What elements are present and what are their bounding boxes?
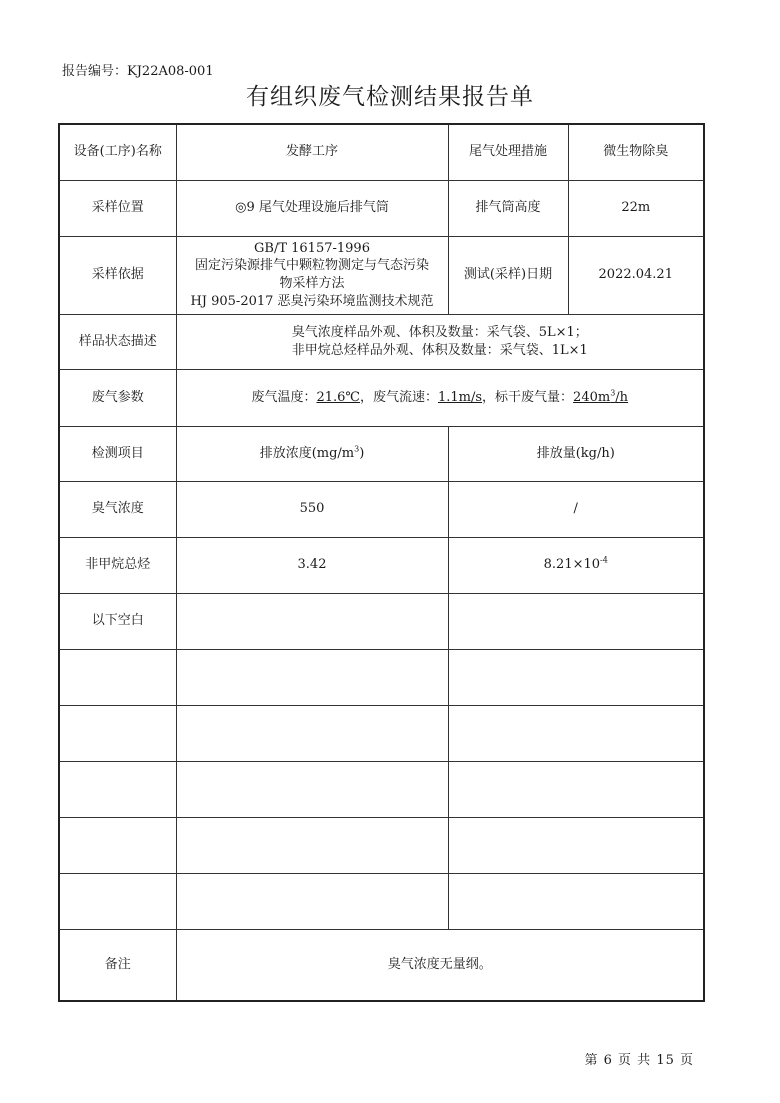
report-number: 报告编号：KJ22A08-001 — [62, 64, 214, 79]
equipment-value: 发酵工序 — [176, 124, 448, 180]
result-concentration: 550 — [176, 481, 448, 537]
result-item: 以下空白 — [59, 593, 176, 649]
sample-state-line: 非甲烷总烃样品外观、体积及数量：采气袋、1L×1 — [291, 342, 588, 358]
result-item: 非甲烷总烃 — [59, 537, 176, 593]
blank-row — [59, 817, 704, 873]
basis-line: HJ 905-2017 恶臭污染环境监测技术规范 — [190, 293, 434, 309]
header-concentration: 排放浓度$(mg/m^3)$ — [176, 426, 448, 481]
params-value — [176, 369, 704, 426]
params-label: 废气参数 — [59, 369, 176, 426]
result-row — [59, 481, 704, 537]
result-rate: $8.21\times 10^{-4}$ — [448, 537, 704, 593]
stack-height-value: 22m — [568, 180, 704, 236]
row-equipment — [59, 124, 704, 180]
basis-value — [176, 236, 448, 314]
header-item: 检测项目 — [59, 426, 176, 481]
date-label: 测试(采样)日期 — [448, 236, 568, 314]
report-table — [58, 123, 705, 1002]
blank-row — [59, 873, 704, 929]
remarks-value: 臭气浓度无量纲。 — [176, 929, 704, 1001]
date-value: 2022.04.21 — [568, 236, 704, 314]
treatment-label: 尾气处理措施 — [448, 124, 568, 180]
temp-value: 21.6℃ — [316, 389, 360, 405]
blank-row — [59, 761, 704, 817]
page-number: 第 6 页 共 15 页 — [584, 1053, 694, 1068]
vol-value: $240m^3/h$ — [573, 388, 629, 405]
basis-label: 采样依据 — [59, 236, 176, 314]
location-value: ◎9 尾气处理设施后排气筒 — [176, 180, 448, 236]
row-params — [59, 369, 704, 426]
sample-state-label: 样品状态描述 — [59, 314, 176, 369]
result-item: 臭气浓度 — [59, 481, 176, 537]
basis-line: 物采样方法 — [279, 276, 345, 291]
blank-row — [59, 705, 704, 761]
vol-prefix: ，标干废气量： — [482, 389, 574, 405]
sample-state-value — [176, 314, 704, 369]
result-rate: / — [448, 481, 704, 537]
result-concentration — [176, 593, 448, 649]
remarks-label: 备注 — [59, 929, 176, 1001]
basis-line: 固定污染源排气中颗粒物测定与气态污染 — [194, 258, 429, 274]
treatment-value: 微生物除臭 — [568, 124, 704, 180]
result-concentration: 3.42 — [176, 537, 448, 593]
sample-state-line: 臭气浓度样品外观、体积及数量：采气袋、5L×1； — [291, 324, 588, 340]
result-rate — [448, 593, 704, 649]
equipment-label: 设备(工序)名称 — [59, 124, 176, 180]
row-remarks — [59, 929, 704, 1001]
result-row — [59, 537, 704, 593]
location-label: 采样位置 — [59, 180, 176, 236]
report-title: 有组织废气检测结果报告单 — [246, 84, 534, 110]
flow-prefix: ，废气流速： — [359, 389, 438, 405]
flow-value: 1.1m/s — [437, 389, 483, 405]
result-row — [59, 593, 704, 649]
row-basis — [59, 236, 704, 314]
blank-row — [59, 649, 704, 705]
row-sample-state — [59, 314, 704, 369]
results-header-row — [59, 426, 704, 481]
basis-line: GB/T 16157-1996 — [254, 240, 370, 256]
temp-prefix: 废气温度： — [251, 389, 317, 405]
stack-height-label: 排气筒高度 — [448, 180, 568, 236]
header-rate: 排放量(kg/h) — [448, 426, 704, 481]
row-location — [59, 180, 704, 236]
